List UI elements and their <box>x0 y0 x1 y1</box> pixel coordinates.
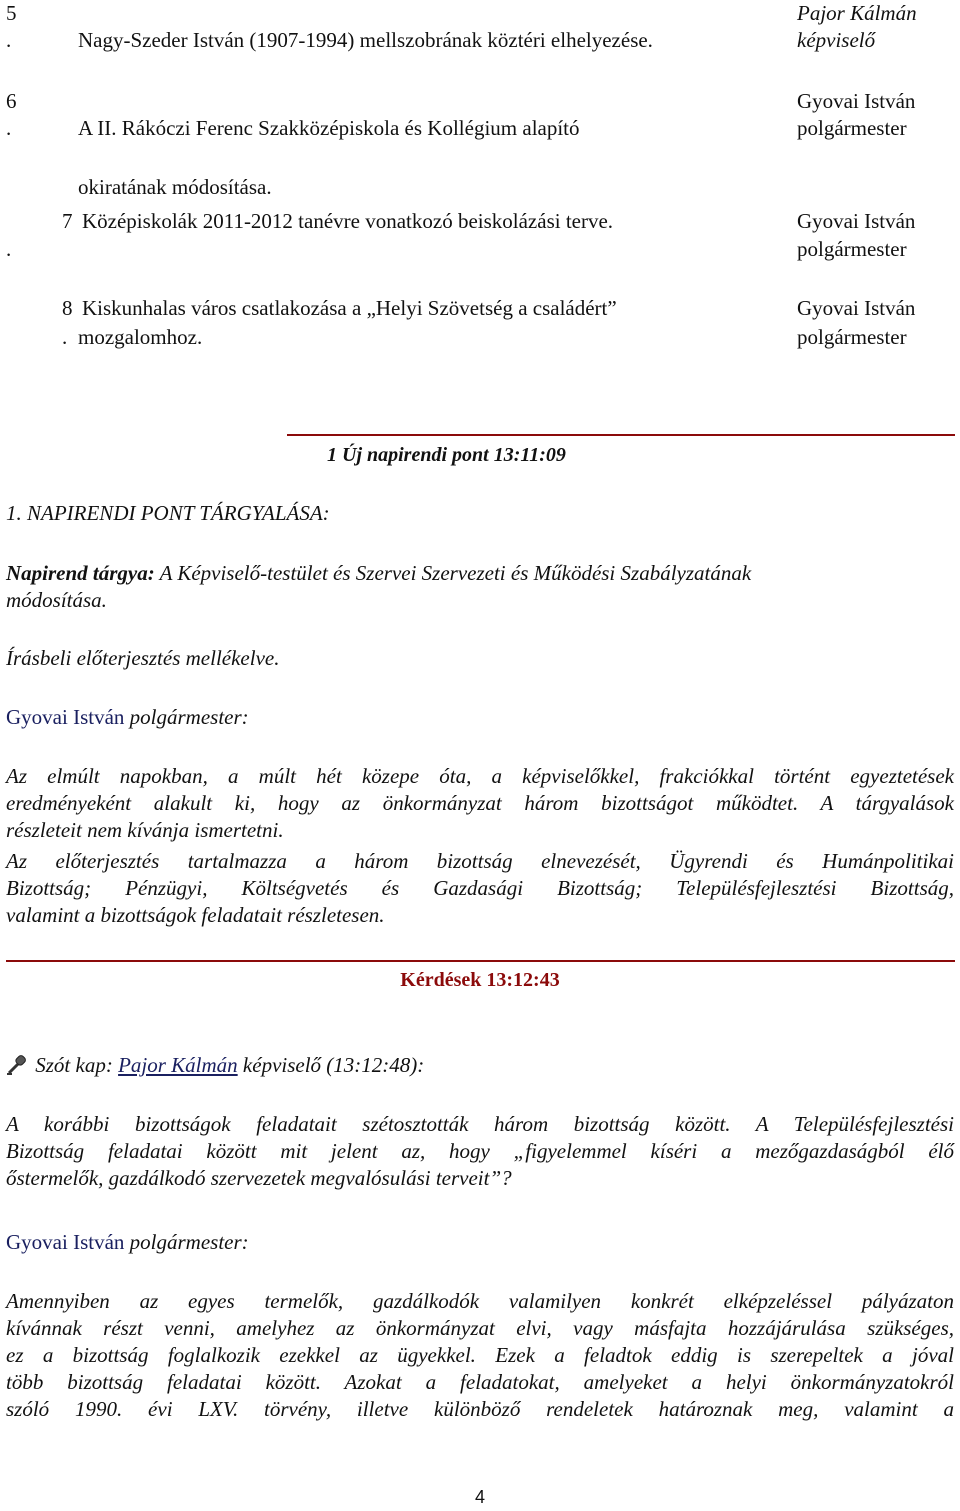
agenda-presenter: Pajor Kálmán <box>797 1 917 25</box>
agenda-number: 7 <box>62 209 73 233</box>
agenda-number-dot: . <box>6 237 12 261</box>
agenda-number-dot: . <box>62 325 68 349</box>
text-line: eredményeként alakult ki, hogy az önkormányzat három bizottságot működtet. A tárgyalások <box>6 791 954 815</box>
agenda-number: 5 <box>6 1 17 25</box>
speaker-line <box>6 1052 424 1079</box>
agenda-item-title-cont: okiratának módosítása. <box>78 175 272 199</box>
speaker-line <box>6 704 249 731</box>
agenda-presenter: Gyovai István <box>797 209 916 233</box>
text-line: A korábbi bizottságok feladatait szétosztották három bizottság között. A Településfejlesztési <box>6 1112 954 1136</box>
agenda-presenter-role: polgármester <box>797 325 907 349</box>
speech-paragraph <box>6 848 954 929</box>
text-line: kívánnak részt venni, amelyhez az önkormányzat elvi, vagy másfajta hozzájárulása szükséges, <box>6 1316 954 1340</box>
text-line: őstermelők, gazdálkodó szervezetek megvalósulási terveit”? <box>6 1166 512 1190</box>
topic-text: A Képviselő-testület és Szervei Szervezeti és Működési Szabályzatának <box>159 561 752 585</box>
microphone-icon <box>6 1053 30 1075</box>
questions-marker: Kérdések 13:12:43 <box>400 969 560 991</box>
agenda-presenter: Gyovai István <box>797 296 916 320</box>
agenda-number: 8 <box>62 296 73 320</box>
text-line: részleteit nem kívánja ismertetni. <box>6 818 284 842</box>
speaker-line <box>6 1229 249 1256</box>
topic-text-cont: módosítása. <box>6 588 107 612</box>
agenda-item-title-cont: mozgalomhoz. <box>78 325 203 349</box>
agenda-presenter-role: képviselő <box>797 28 876 52</box>
agenda-presenter-role: polgármester <box>797 116 907 140</box>
text-line: Bizottság feladatai között mit jelent az, hogy „figyelemmel kíséri a mezőgazdaságból élő <box>6 1139 954 1163</box>
question-paragraph <box>6 1111 954 1192</box>
agenda-presenter-role: polgármester <box>797 237 907 261</box>
speaker-name[interactable]: Pajor Kálmán <box>118 1053 238 1077</box>
text-line: Az előterjesztés tartalmazza a három bizottság elnevezését, Ügyrendi és Humánpolitikai <box>6 849 954 873</box>
attachment-note: Írásbeli előterjesztés mellékelve. <box>6 646 280 670</box>
text-line: Amennyiben az egyes termelők, gazdálkodók valamilyen konkrét elképzeléssel pályázaton <box>6 1289 954 1313</box>
topic-label: Napirend tárgya: <box>6 561 155 585</box>
speech-paragraph <box>6 763 954 844</box>
agenda-number-dot: . <box>6 28 12 52</box>
speaker-prefix: Szót kap: <box>35 1053 113 1077</box>
section-heading: 1. NAPIRENDI PONT TÁRGYALÁSA: <box>6 501 330 525</box>
section-divider <box>6 960 955 962</box>
agenda-number-dot: . <box>6 116 12 140</box>
agenda-item-title: Középiskolák 2011-2012 tanévre vonatkozó beiskolázási terve. <box>82 209 614 233</box>
agenda-presenter: Gyovai István <box>797 89 916 113</box>
section-divider <box>287 434 955 436</box>
speaker-suffix: képviselő (13:12:48): <box>242 1053 425 1077</box>
speaker-name: Gyovai István <box>6 705 125 729</box>
agenda-number: 6 <box>6 89 17 113</box>
agenda-item-title: A II. Rákóczi Ferenc Szakközépiskola és Kollégium alapító <box>78 116 580 140</box>
agenda-item-title: Kiskunhalas város csatlakozása a „Helyi Szövetség a családért” <box>82 296 617 320</box>
agenda-item-title: Nagy-Szeder István (1907-1994) mellszobrának köztéri elhelyezése. <box>78 28 653 52</box>
speaker-role: polgármester: <box>129 1230 249 1254</box>
text-line: több bizottság feladatai között. Azokat a feladatokat, amelyeket a helyi önkormányzatokról <box>6 1370 954 1394</box>
text-line: Bizottság; Pénzügyi, Költségvetés és Gazdasági Bizottság; Településfejlesztési Bizottság, <box>6 876 954 900</box>
speaker-role: polgármester: <box>129 705 249 729</box>
answer-paragraph <box>6 1288 954 1423</box>
text-line: ez a bizottság foglalkozik ezekkel az ügyekkel. Ezek a feladtok eddig is szerepeltek a jóval <box>6 1343 954 1367</box>
new-agenda-marker: 1 Új napirendi pont 13:11:09 <box>327 444 566 466</box>
text-line: Az elmúlt napokban, a múlt hét közepe óta, a képviselőkkel, frakciókkal történt egyeztetések <box>6 764 954 788</box>
speaker-name: Gyovai István <box>6 1230 125 1254</box>
agenda-topic <box>6 560 954 587</box>
page-number: 4 <box>474 1487 485 1507</box>
text-line: szóló 1990. évi LXV. törvény, illetve különböző rendeletek határoznak meg, valamint a <box>6 1397 954 1421</box>
text-line: valamint a bizottságok feladatait részletesen. <box>6 903 385 927</box>
